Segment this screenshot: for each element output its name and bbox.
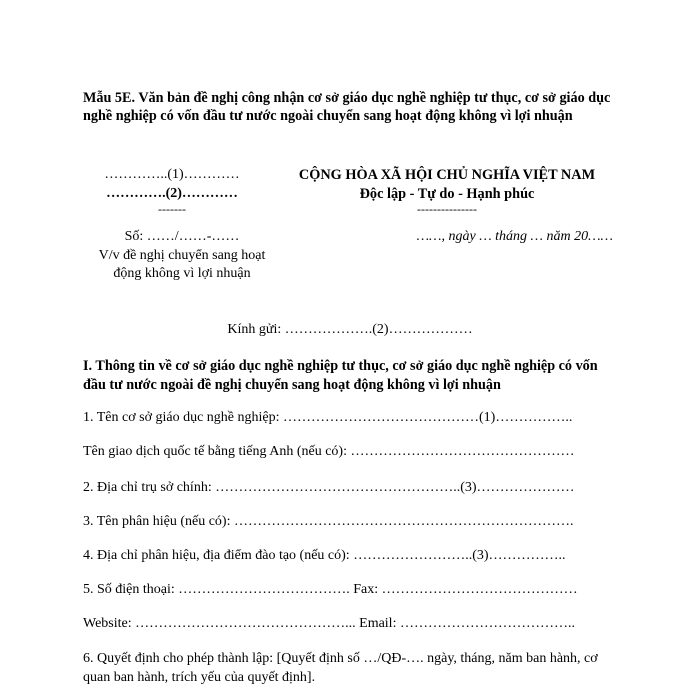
- reference-block: [82, 228, 282, 284]
- field-international-name: Tên giao dịch quốc tế bằng tiếng Anh (nếu có): …………………………………………: [83, 444, 575, 459]
- subject-line-2: động không vì lợi nhuận: [113, 266, 251, 281]
- place-date: ……, ngày … tháng … năm 20……: [416, 229, 613, 244]
- form-title: Mẫu 5E. Văn bản đề nghị công nhận cơ sở giáo dục nghề nghiệp tư thục, cơ sở giáo dục nghề nghiệp có vốn đầu tư nước ngoài chuyển sang hoạt động không vì lợi nhuận: [83, 90, 611, 124]
- field-branch-address: 4. Địa chỉ phân hiệu, địa điểm đào tạo (nếu có): ……………………..(3)……………..: [83, 548, 566, 563]
- field-branch-name: 3. Tên phân hiệu (nếu có): ……………………………………………………………….: [83, 514, 574, 529]
- field-website-email: Website: ………………………………………... Email: ………………………………..: [83, 616, 575, 631]
- field-institution-name: 1. Tên cơ sở giáo dục nghề nghiệp: ……………………………………(1)……………..: [83, 410, 573, 425]
- agency-line-1: …………..(1)…………: [104, 167, 240, 182]
- recipient-line: Kính gửi: ……………….(2)………………: [227, 322, 473, 337]
- subject-line-1: V/v đề nghị chuyển sang hoạt: [98, 247, 266, 263]
- document-number: Số: ……/……-……: [124, 229, 240, 244]
- agency-line-2: ………….(2)…………: [106, 185, 238, 201]
- motto-rule: ---------------: [417, 202, 477, 216]
- national-header: [290, 166, 604, 215]
- national-motto: Độc lập - Tự do - Hạnh phúc: [359, 185, 535, 202]
- section-1-heading: I. Thông tin về cơ sở giáo dục nghề nghiệp tư thục, cơ sở giáo dục nghề nghiệp có vốn đầu tư nước ngoài đề nghị chuyển sang hoạt động không vì lợi nhuận: [83, 358, 598, 393]
- field-phone-fax: 5. Số điện thoại: ………………………………. Fax: ……………………………………: [83, 582, 578, 597]
- field-establishment-decision: 6. Quyết định cho phép thành lập: [Quyết định số …/QĐ-…. ngày, tháng, năm ban hành, cơ quan ban hành, trích yếu của quyết định].: [83, 651, 598, 685]
- field-head-office-address: 2. Địa chỉ trụ sở chính: ……………………………………………..(3)…………………: [83, 480, 575, 495]
- country-name: CỘNG HÒA XÃ HỘI CHỦ NGHĨA VIỆT NAM: [298, 167, 596, 183]
- issuing-agency-block: [82, 166, 262, 215]
- agency-rule: -------: [158, 202, 186, 216]
